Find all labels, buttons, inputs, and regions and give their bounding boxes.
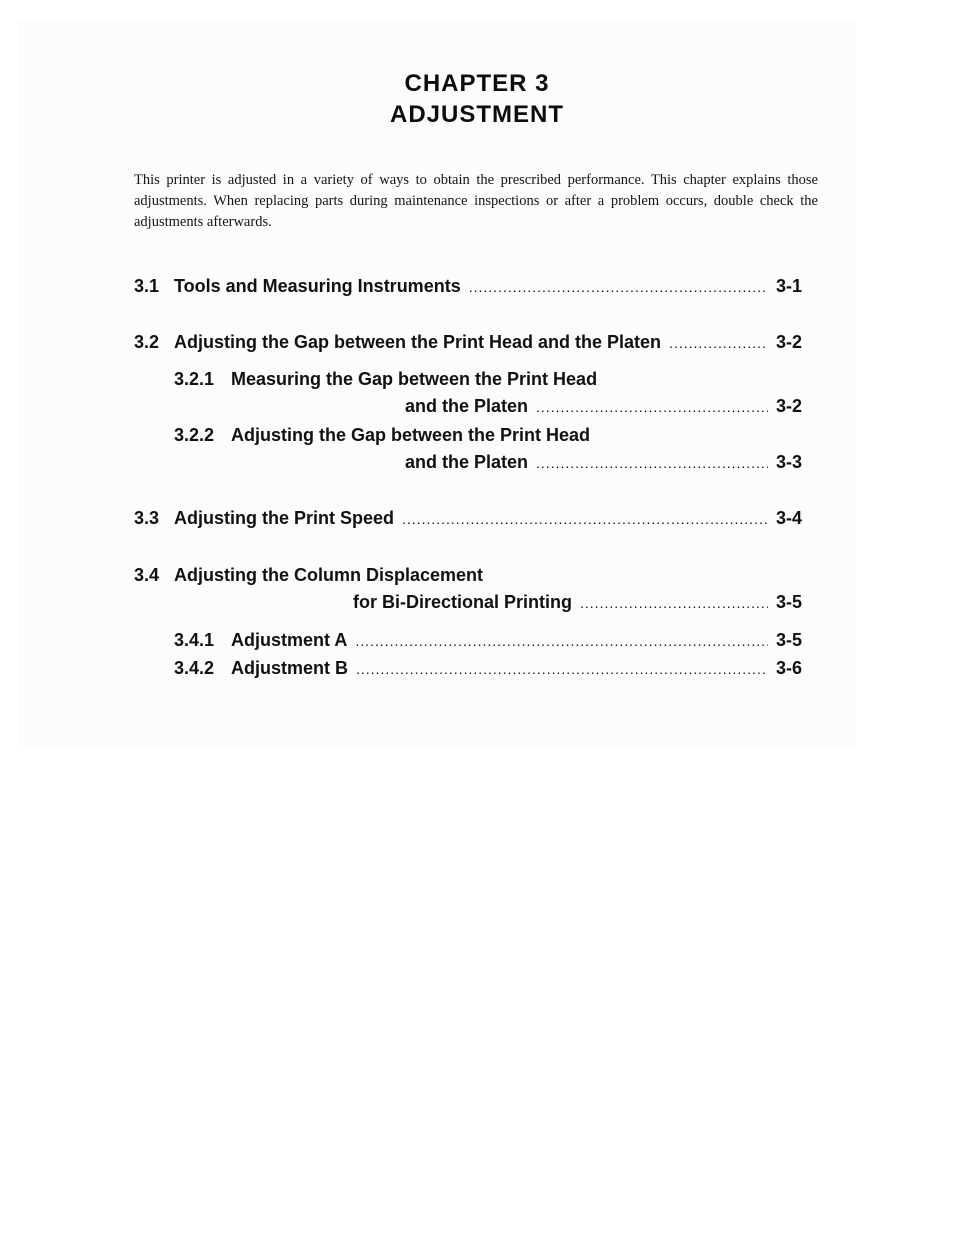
toc-title-cont: and the Platen [405,396,529,416]
toc-title: Adjustment A [231,630,348,650]
toc-leader [402,511,768,527]
chapter-title: ADJUSTMENT [389,101,564,128]
toc-number: 3.2.2 [174,425,215,445]
toc-entry-3-3[interactable] [134,508,802,532]
toc-number: 3.2 [134,332,160,352]
toc-entry-3-4-1[interactable] [174,630,802,654]
toc-title: Adjusting the Print Speed [174,508,395,528]
toc-leader [356,661,768,677]
toc-number: 3.4.1 [174,630,215,650]
toc-leader [355,633,768,649]
toc-number: 3.2.1 [174,369,215,389]
toc-leader [580,595,768,611]
toc-page: 3-4 [775,508,802,528]
toc-page: 3-3 [775,452,802,472]
toc-entry-3-2-1-line1[interactable] [174,369,597,390]
toc-page: 3-5 [775,592,802,612]
toc-leader [536,455,768,471]
toc-title-cont: and the Platen [405,452,529,472]
toc-number: 3.1 [134,276,160,296]
toc-leader [536,399,768,415]
toc-number: 3.4 [134,565,160,585]
toc-page: 3-2 [775,332,802,352]
toc-page: 3-6 [775,658,802,678]
toc-title: Tools and Measuring Instruments [174,276,461,296]
toc-entry-3-2-1-line2[interactable] [405,396,802,420]
toc-entry-3-2-2-line1[interactable] [174,425,590,446]
toc-entry-3-4-line2[interactable] [353,592,802,616]
toc-title: Adjusting the Gap between the Print Head and the Platen [174,332,662,352]
toc-leader [669,335,768,351]
toc-title: Adjusting the Column Displacement [174,565,484,585]
toc-page: 3-2 [775,396,802,416]
toc-title: Measuring the Gap between the Print Head [231,369,598,389]
intro-paragraph: This printer is adjusted in a variety of ways to obtain the prescribed performance. This chapter explains those adjustments. When replacing parts during maintenance inspections or after a problem occurs, double check the adjustments afterwards. [134,172,818,230]
toc-title: Adjusting the Gap between the Print Head [231,425,591,445]
toc-entry-3-2-2-line2[interactable] [405,452,802,476]
toc-entry-3-4-2[interactable] [174,658,802,682]
toc-leader [469,279,768,295]
toc-title: Adjustment B [231,658,348,678]
toc-title-cont: for Bi-Directional Printing [353,592,573,612]
toc-entry-3-1[interactable] [134,276,802,300]
toc-number: 3.3 [134,508,160,528]
toc-entry-3-4-line1[interactable] [134,565,483,586]
toc-number: 3.4.2 [174,658,215,678]
chapter-number: CHAPTER 3 [404,70,550,97]
toc-page: 3-5 [775,630,802,650]
toc-entry-3-2[interactable] [134,332,802,356]
toc-page: 3-1 [775,276,802,296]
